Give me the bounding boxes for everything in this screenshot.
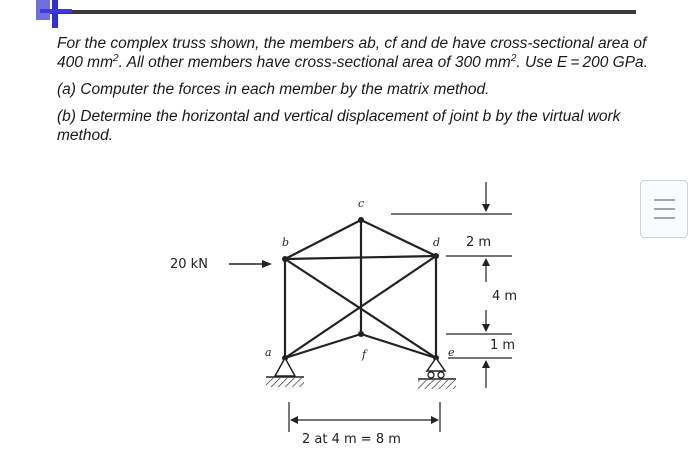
dim-span: 2 at 4 m = 8 m (302, 432, 401, 447)
intro-text-1: For the complex truss shown, the members ab, cf and de have cross-sectional area of 400 mm (57, 35, 647, 71)
superscript-1: 2 (113, 52, 119, 64)
dimension-arrowheads (482, 204, 490, 368)
joint-f (358, 331, 364, 337)
label-a: a (265, 346, 272, 359)
member-bc (285, 220, 361, 259)
span-dimension (289, 402, 440, 432)
part-a: (a) Computer the forces in each member by the matrix method. (57, 81, 490, 98)
member-ef (361, 334, 436, 358)
dim-1m: 1 m (490, 338, 516, 353)
load-arrow (229, 260, 272, 268)
superscript-2: 2 (510, 52, 517, 64)
label-e: e (448, 346, 455, 359)
joint-d (433, 253, 439, 259)
load-label: 20 kN (170, 257, 208, 272)
member-af (285, 334, 361, 358)
label-b: b (282, 236, 290, 249)
intro-text-2: . All other members have cross-sectional area of 300 mm (118, 54, 511, 71)
label-d: d (433, 236, 441, 249)
dim-2m: 2 m (466, 235, 492, 250)
dim-4m: 4 m (492, 289, 518, 304)
member-cd (361, 220, 436, 256)
part-b: (b) Determine the horizontal and vertical displacement of joint b by the virtual work method. (57, 108, 621, 144)
truss-members (285, 220, 436, 358)
label-f: f (362, 348, 367, 361)
intro-text-3: . Use E = 200 GPa. (516, 54, 648, 71)
joint-c (358, 217, 364, 223)
joint-b (282, 256, 288, 262)
label-c: c (358, 197, 365, 210)
roller-support-e (418, 358, 456, 389)
pin-support-a (266, 358, 304, 387)
